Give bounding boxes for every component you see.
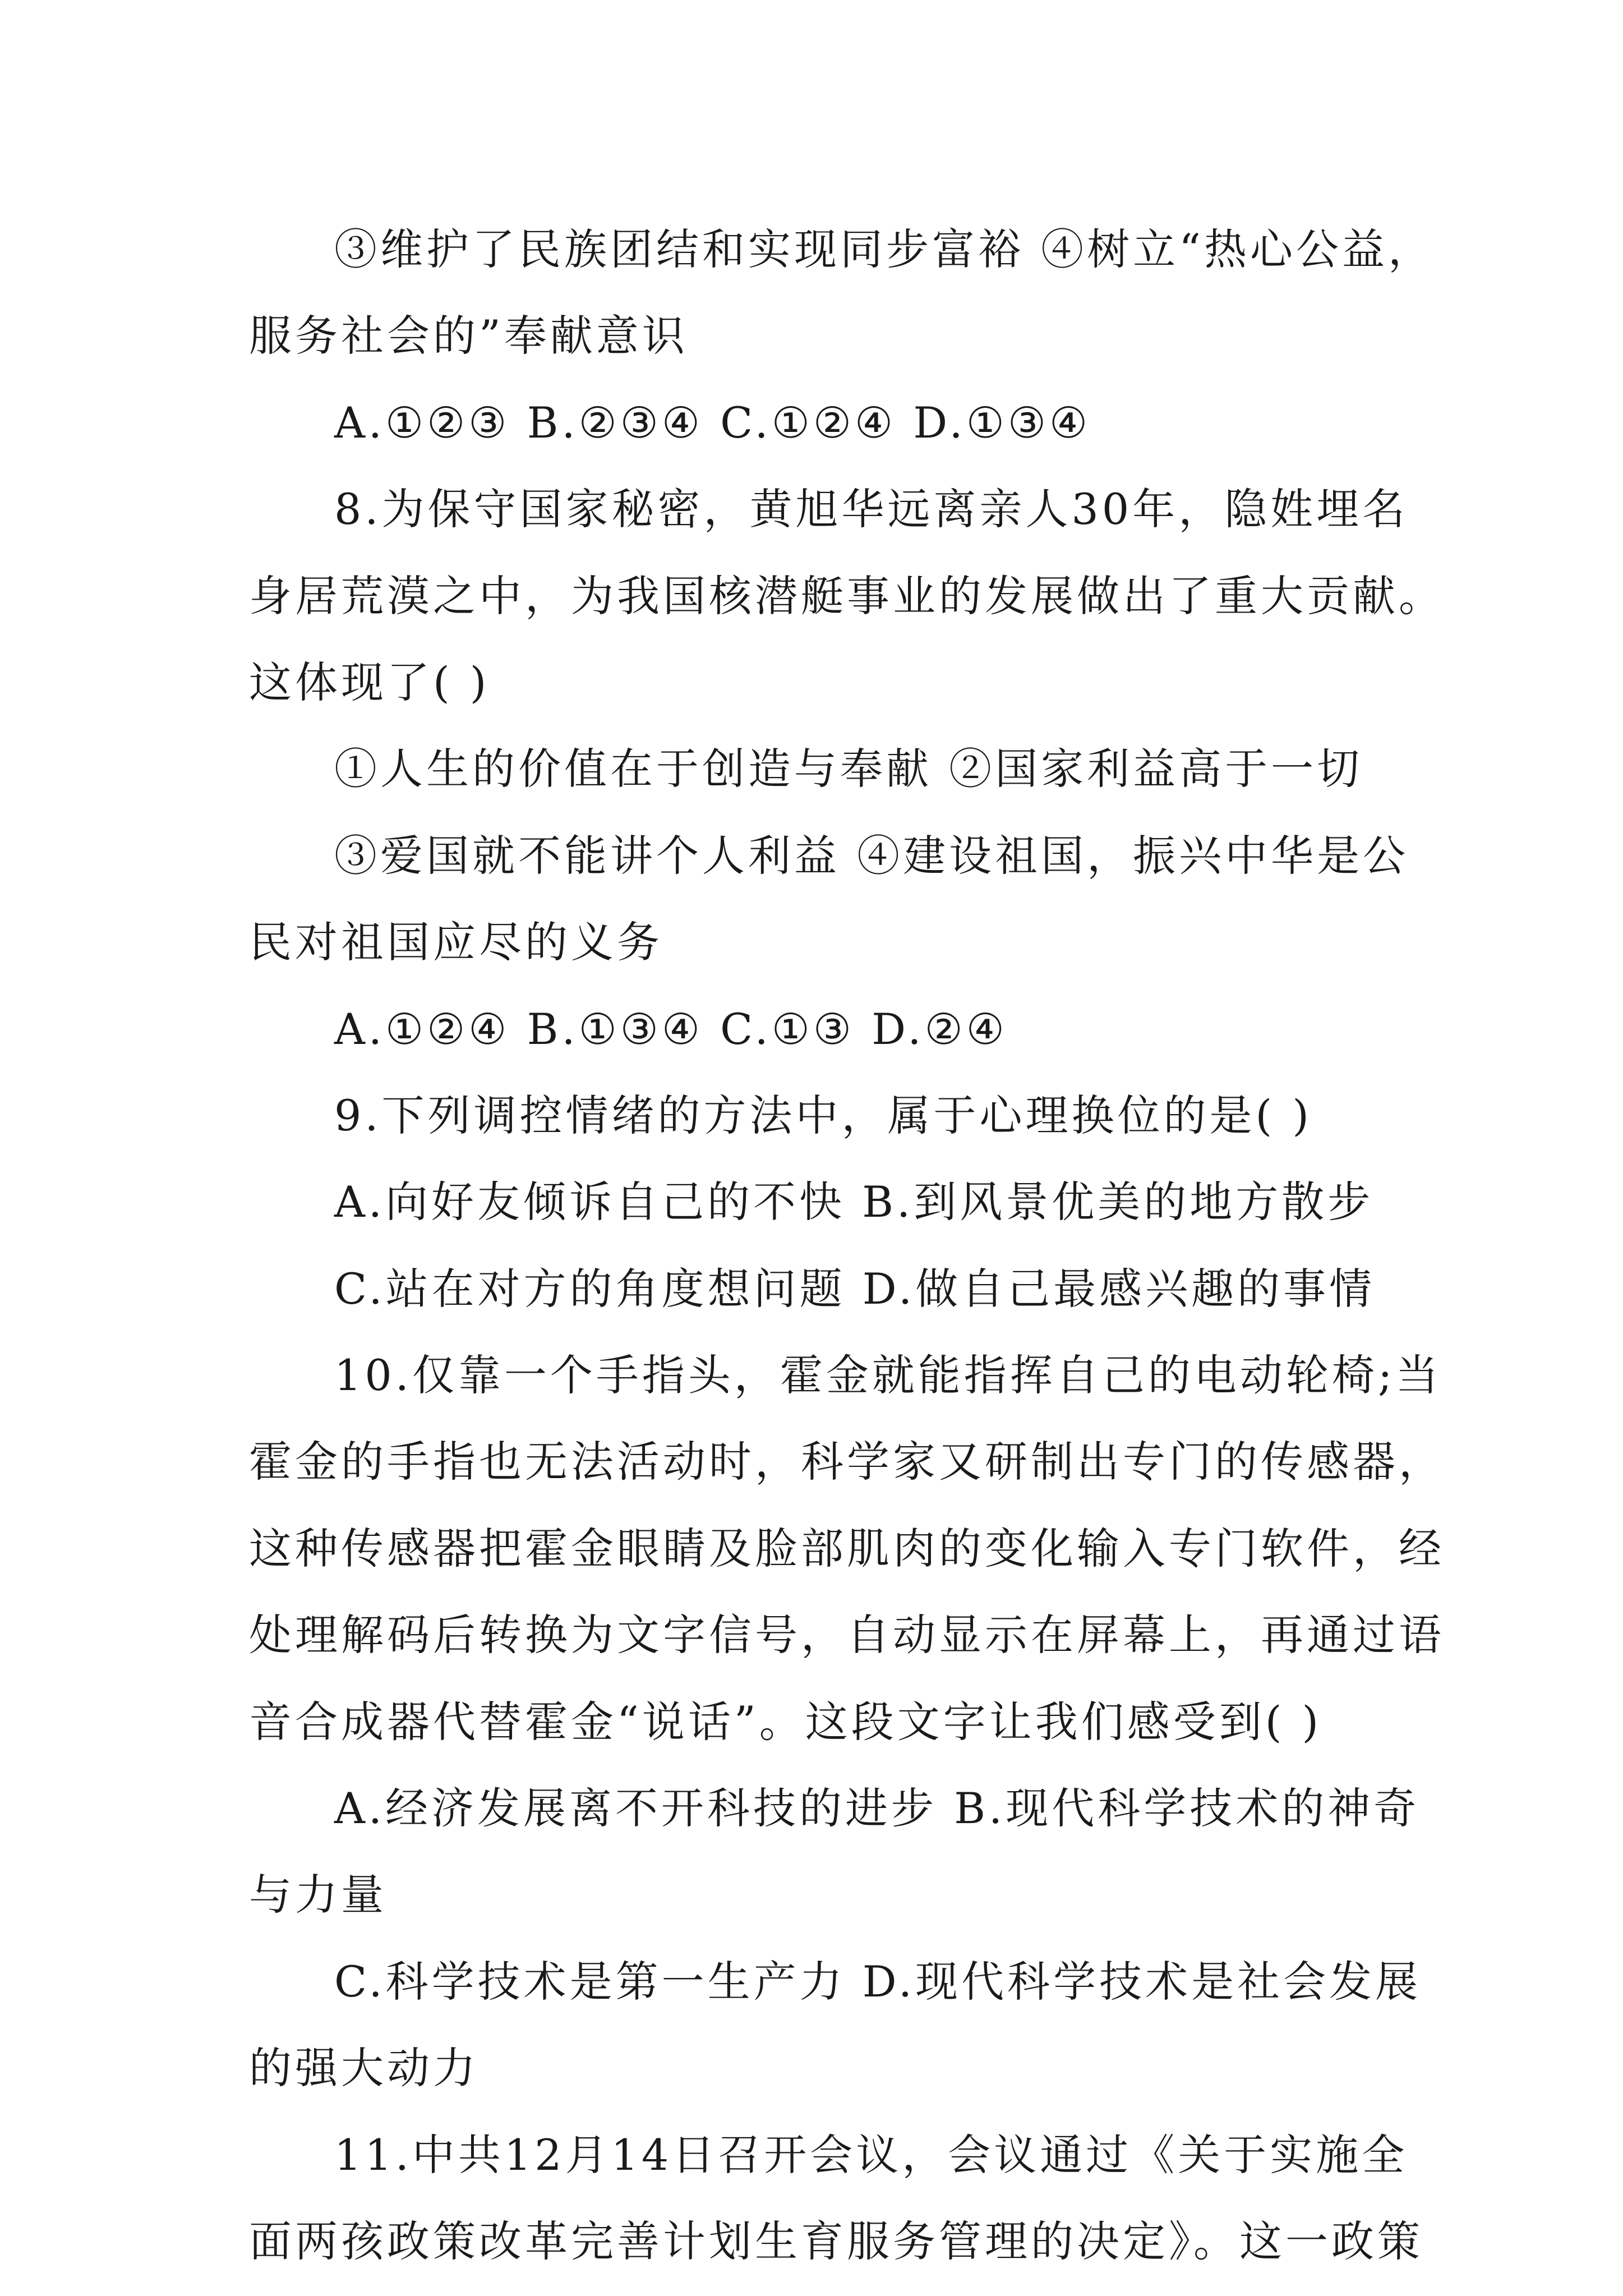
text-line: 的强大动力	[249, 2043, 479, 2093]
text-line: 与力量	[249, 1870, 387, 1920]
text-line: 面两孩政策改革完善计划生育服务管理的决定》。这一政策	[249, 2216, 1423, 2266]
text-line: 处理解码后转换为文字信号，自动显示在屏幕上，再通过语	[249, 1610, 1445, 1660]
text-line: 音合成器代替霍金“说话”。这段文字让我们感受到( )	[249, 1696, 1322, 1747]
text-line: 这种传感器把霍金眼睛及脸部肌肉的变化输入专门软件，经	[249, 1523, 1445, 1573]
answer-options-q10: A.经济发展离不开科技的进步 B.现代科学技术的神奇	[334, 1783, 1420, 1834]
text-line: 民对祖国应尽的义务	[249, 917, 663, 968]
question-9: 9.下列调控情绪的方法中，属于心理换位的是( )	[334, 1090, 1312, 1140]
document-body	[249, 206, 1445, 2285]
text-line: 这体现了( )	[249, 657, 490, 707]
statement-line: ①人生的价值在于创造与奉献 ②国家利益高于一切	[334, 744, 1363, 794]
text-line: 身居荒漠之中，为我国核潜艇事业的发展做出了重大贡献。	[249, 570, 1445, 621]
question-11: 11.中共12月14日召开会议，会议通过《关于实施全	[334, 2129, 1408, 2180]
answer-options-q7: A.①②③ B.②③④ C.①②④ D.①③④	[334, 397, 1091, 448]
answer-options-q10: C.科学技术是第一生产力 D.现代科学技术是社会发展	[334, 1956, 1422, 2007]
answer-options-q9: A.向好友倾诉自己的不快 B.到风景优美的地方散步	[334, 1177, 1374, 1227]
statement-line: ③爱国就不能讲个人利益 ④建设祖国，振兴中华是公	[334, 830, 1409, 881]
text-line: ③维护了民族团结和实现同步富裕 ④树立“热心公益，	[334, 224, 1435, 274]
answer-options-q8: A.①②④ B.①③④ C.①③ D.②④	[334, 1004, 1008, 1054]
question-10: 10.仅靠一个手指头，霍金就能指挥自己的电动轮椅;当	[334, 1350, 1442, 1401]
question-8: 8.为保守国家秘密，黄旭华远离亲人30年，隐姓埋名	[334, 484, 1409, 535]
text-line: 霍金的手指也无法活动时，科学家又研制出专门的传感器，	[249, 1437, 1445, 1487]
text-line: 服务社会的”奉献意识	[249, 311, 688, 361]
answer-options-q9: C.站在对方的角度想问题 D.做自己最感兴趣的事情	[334, 1263, 1376, 1314]
